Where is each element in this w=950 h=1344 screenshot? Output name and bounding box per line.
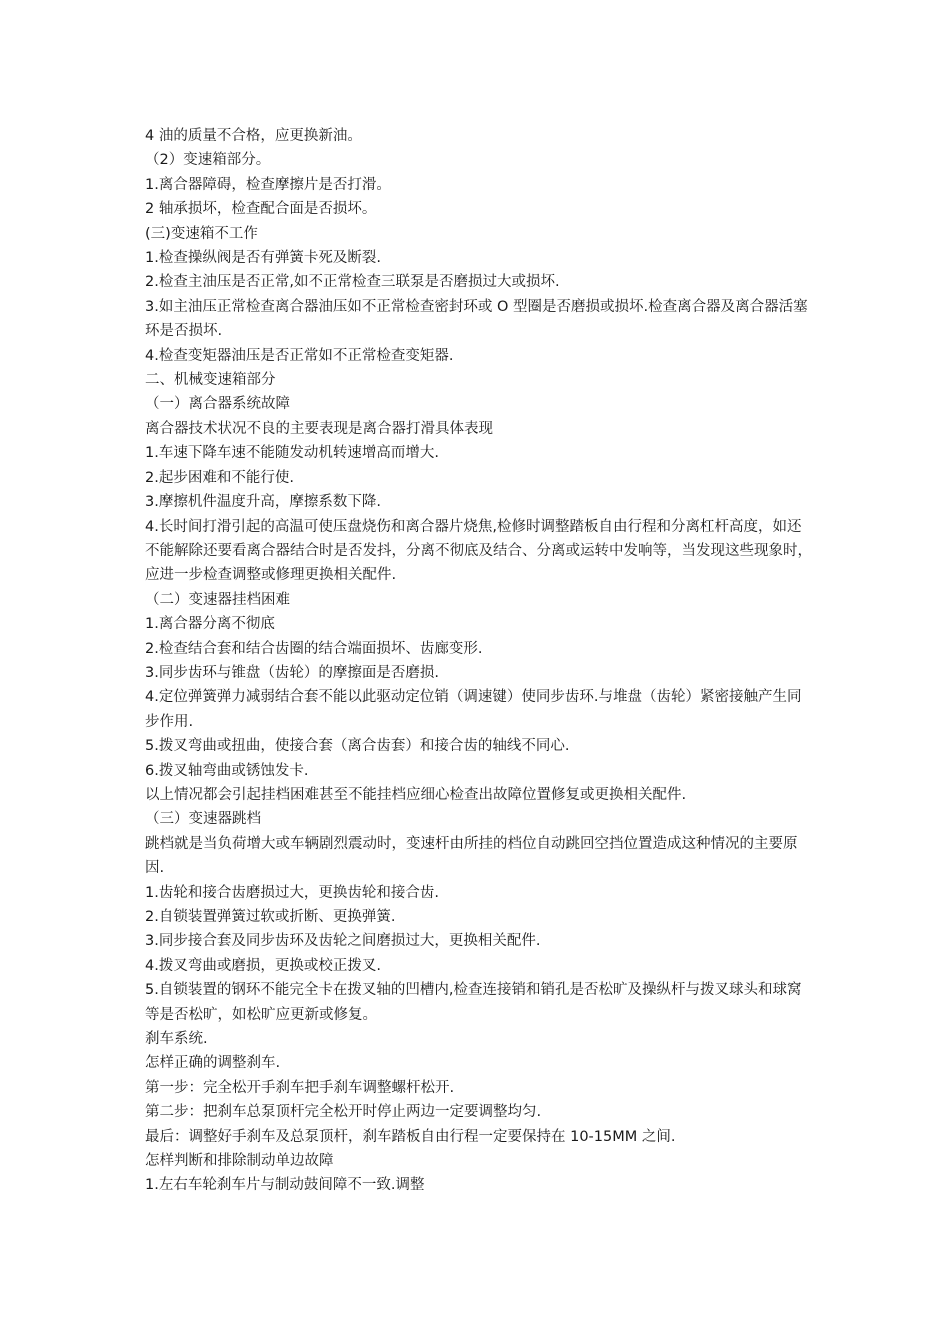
text-line: 最后：调整好手刹车及总泵顶杆，刹车踏板自由行程一定要保持在 10-15MM 之间.	[145, 1128, 676, 1145]
text-line: 1.检查操纵阀是否有弹簧卡死及断裂.	[145, 250, 381, 267]
text-line: 4 油的质量不合格，应更换新油。	[145, 128, 362, 144]
text-line: 3.摩擦机件温度升高，摩擦系数下降.	[145, 494, 381, 511]
text-paragraph: 4.长时间打滑引起的高温可使压盘烧伤和离合器片烧焦,检修时调整踏板自由行程和分离杠杆高度，如还不能解除还要看离合器结合时是否发抖，分离不彻底及结合、分离或运转中发响等，当发现这些现象时，应进一步检查调整或修理更换相关配件.	[145, 518, 812, 584]
text-line: 离合器技术状况不良的主要表现是离合器打滑具体表现	[145, 420, 493, 437]
section-heading: （一）离合器系统故障	[145, 396, 290, 413]
section-heading: 二、机械变速箱部分	[145, 372, 276, 389]
text-paragraph: 跳档就是当负荷增大或车辆剧烈震动时，变速杆由所挂的档位自动跳回空挡位置造成这种情况的主要原因.	[145, 835, 798, 877]
section-heading: （三）变速器跳档	[145, 811, 261, 828]
text-line: 6.拨叉轴弯曲或锈蚀发卡.	[145, 762, 309, 779]
document-body	[145, 124, 813, 1198]
text-paragraph: 4.定位弹簧弹力减弱结合套不能以此驱动定位销（调速键）使同步齿环.与堆盘（齿轮）紧密接触产生同步作用.	[145, 689, 802, 730]
text-line: 1.左右车轮刹车片与制动鼓间障不一致.调整	[145, 1177, 425, 1194]
section-heading: （二）变速器挂档困难	[145, 591, 290, 608]
text-line: 2.起步困难和不能行使.	[145, 469, 294, 486]
text-line: 4.拨叉弯曲或磨损，更换或校正拨叉.	[145, 957, 381, 974]
text-line: 1.离合器障碍，检查摩擦片是否打滑。	[145, 176, 391, 193]
text-line: 2 轴承损坏，检查配合面是否损坏。	[145, 201, 377, 218]
section-heading: (三)变速箱不工作	[145, 225, 258, 242]
text-line: 1.车速下降车速不能随发动机转速增高而增大.	[145, 445, 439, 462]
section-heading: 刹车系统.	[145, 1031, 208, 1048]
text-line: 怎样正确的调整刹车.	[145, 1055, 281, 1072]
text-line: 2.检查结合套和结合齿圈的结合端面损坏、齿廊变形.	[145, 640, 483, 657]
text-line: 第二步：把刹车总泵顶杆完全松开时停止两边一定要调整均匀.	[145, 1104, 542, 1121]
text-line: 1.齿轮和接合齿磨损过大，更换齿轮和接合齿.	[145, 884, 439, 901]
text-line: 3.同步接合套及同步齿环及齿轮之间磨损过大，更换相关配件.	[145, 933, 541, 950]
text-line: 第一步：完全松开手刹车把手刹车调整螺杆松开.	[145, 1079, 455, 1096]
text-line: 2.自锁装置弹簧过软或折断、更换弹簧.	[145, 909, 396, 925]
text-line: 以上情况都会引起挂档困难甚至不能挂档应细心检查出故障位置修复或更换相关配件.	[145, 786, 687, 803]
text-line: 3.同步齿环与锥盘（齿轮）的摩擦面是否磨损.	[145, 664, 439, 681]
text-paragraph: 5.自锁装置的钢环不能完全卡在拨叉轴的凹槽内,检查连接销和销孔是否松旷及操纵杆与拨叉球头和球窝等是否松旷，如松旷应更新或修复。	[145, 982, 802, 1023]
text-line: 5.拨叉弯曲或扭曲，使接合套（离合齿套）和接合齿的轴线不同心.	[145, 738, 570, 755]
text-line: 4.检查变矩器油压是否正常如不正常检查变矩器.	[145, 347, 454, 364]
text-paragraph: 3.如主油压正常检查离合器油压如不正常检查密封环或 O 型圈是否磨损或损坏.检查离合器及离合器活塞环是否损坏.	[145, 298, 808, 340]
text-line: 2.检查主油压是否正常,如不正常检查三联泵是否磨损过大或损坏.	[145, 274, 560, 291]
text-line: 怎样判断和排除制动单边故障	[145, 1153, 334, 1170]
text-line: 1.离合器分离不彻底	[145, 616, 275, 633]
section-heading: （2）变速箱部分。	[145, 152, 271, 169]
